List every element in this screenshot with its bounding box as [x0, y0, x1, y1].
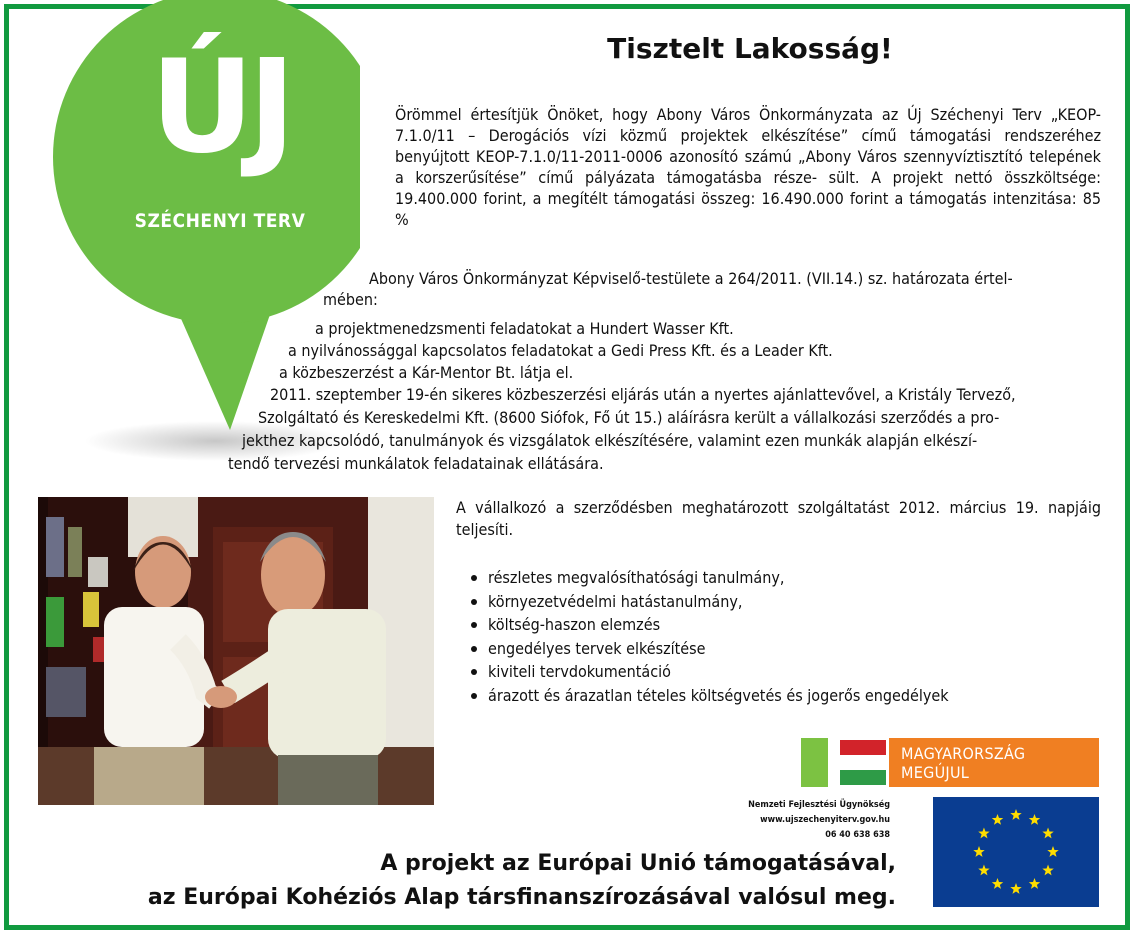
council-line: 2011. szeptember 19-én sikeres közbeszerzési eljárás után a nyertes ajánlattevővel, a Kristály Tervező, [270, 385, 1016, 404]
uj-logo-text: ÚJ [150, 33, 290, 182]
badge-text: MAGYARORSZÁG MEGÚJUL [888, 733, 1100, 793]
agency-info [690, 798, 890, 843]
list-item: részletes megvalósíthatósági tanulmány, [470, 566, 949, 590]
funding-statement [96, 847, 896, 915]
agency-web: www.ujszechenyiterv.gov.hu [760, 815, 890, 825]
council-line: tendő tervezési munkálatok feladatainak ellátására. [228, 454, 604, 473]
council-line: Abony Város Önkormányzat Képviselő-testülete a 264/2011. (VII.14.) sz. határozata értel- [369, 269, 1013, 288]
agency-phone: 06 40 638 638 [825, 830, 890, 840]
green-bar-decoration [801, 738, 828, 787]
funding-line-1: A projekt az Európai Unió támogatásával, [380, 851, 896, 876]
szechenyi-terv-text: SZÉCHENYI TERV [134, 210, 306, 232]
page-title: Tisztelt Lakosság! [607, 32, 893, 65]
contractor-paragraph: A vállalkozó a szerződésben meghatározott szolgáltatást 2012. március 19. napjáig teljesíti. [456, 498, 1101, 539]
eu-flag-icon [933, 797, 1099, 907]
list-item: környezetvédelmi hatástanulmány, [470, 590, 949, 614]
handshake-photo [38, 497, 434, 805]
magyarorszag-megujul-badge [888, 738, 1100, 787]
agency-name: Nemzeti Fejlesztési Ügynökség [748, 800, 890, 810]
intro-paragraph: Örömmel értesítjük Önöket, hogy Abony Város Önkormányzata az Új Széchenyi Terv „KEOP-7.1.0/11 – Derogációs vízi közmű projektek elkészítése” című támogatási rendszeréhez benyújtott KEOP-7.1.0/11-2011-0006 azonosító számú „Abony Város szennyvíztisztító telepének a korszerűsítése” című pályázata támogatásba része- sült. A projekt nettó összköltsége: 19.400.000 forint, a megítélt támogatási összeg: 16.490.000 forint a támogatás intenzitása: 85 % [395, 105, 1101, 229]
list-item: árazott és árazatlan tételes költségvetés és jogerős engedélyek [470, 684, 949, 708]
council-line: jekthez kapcsolódó, tanulmányok és vizsgálatok elkészítésére, valamint ezen munkák alapján elkészí- [242, 431, 978, 450]
council-line: a projektmenedzsmenti feladatokat a Hundert Wasser Kft. [315, 319, 734, 338]
list-item: kiviteli tervdokumentáció [470, 660, 949, 684]
council-line: mében: [323, 290, 378, 309]
council-line: Szolgáltató és Kereskedelmi Kft. (8600 Siófok, Fő út 15.) aláírásra került a vállalkozási szerződés a pro- [258, 408, 1000, 427]
hungarian-flag-icon [840, 740, 886, 785]
deliverables-list [470, 566, 949, 707]
list-item: költség-haszon elemzés [470, 613, 949, 637]
council-line: a nyilvánossággal kapcsolatos feladatokat a Gedi Press Kft. és a Leader Kft. [288, 341, 833, 360]
funding-line-2: az Európai Kohéziós Alap társfinanszírozásával valósul meg. [147, 885, 896, 910]
council-line: a közbeszerzést a Kár-Mentor Bt. látja el. [279, 363, 574, 382]
list-item: engedélyes tervek elkészítése [470, 637, 949, 661]
